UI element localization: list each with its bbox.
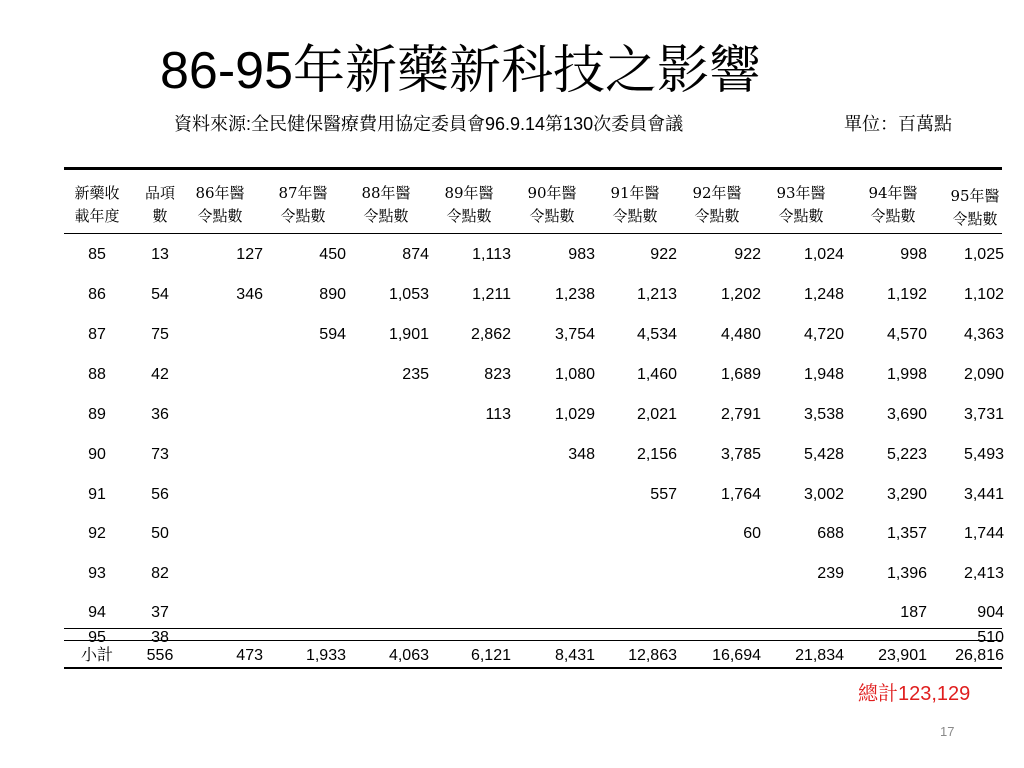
order-points-cell: 4,363 (963, 326, 1004, 343)
order-points-cell: 874 (402, 246, 429, 263)
order-points-cell: 557 (650, 486, 677, 503)
order-points-cell: 1,102 (963, 286, 1004, 303)
item-count-cell: 82 (151, 565, 169, 582)
table-top-rule (64, 167, 1002, 170)
order-points-cell: 2,090 (963, 366, 1004, 383)
order-points-cell: 3,290 (886, 486, 927, 503)
item-count-cell: 37 (151, 604, 169, 621)
order-points-cell: 3,002 (803, 486, 844, 503)
order-points-cell: 594 (319, 326, 346, 343)
order-points-cell: 12,863 (628, 647, 677, 664)
order-points-cell: 1,053 (388, 286, 429, 303)
order-points-cell: 1,248 (803, 286, 844, 303)
order-points-cell: 688 (817, 525, 844, 542)
order-points-cell: 3,690 (886, 406, 927, 423)
order-points-cell: 16,694 (712, 647, 761, 664)
order-points-cell: 1,933 (305, 647, 346, 664)
order-points-cell: 4,063 (388, 647, 429, 664)
order-points-cell: 1,024 (803, 246, 844, 263)
item-count-cell: 36 (151, 406, 169, 423)
item-count-cell: 13 (151, 246, 169, 263)
slide-title: 86-95年新藥新科技之影響 (160, 42, 761, 100)
data-source-note: 資料來源:全民健保醫療費用協定委員會96.9.14第130次委員會議 (174, 114, 684, 134)
table-bottom-rule (64, 667, 1002, 669)
order-points-cell: 998 (900, 246, 927, 263)
table-row-rule (64, 628, 1002, 629)
column-header: 87年醫 令點數 (278, 184, 328, 225)
order-points-cell: 23,901 (878, 647, 927, 664)
year-cell: 87 (88, 326, 106, 343)
order-points-cell: 4,534 (636, 326, 677, 343)
order-points-cell: 2,413 (963, 565, 1004, 582)
year-cell: 88 (88, 366, 106, 383)
order-points-cell: 1,213 (636, 286, 677, 303)
column-header: 92年醫 令點數 (692, 184, 742, 225)
order-points-cell: 1,025 (963, 246, 1004, 263)
column-header: 89年醫 令點數 (444, 184, 494, 225)
order-points-cell: 235 (402, 366, 429, 383)
order-points-cell: 450 (319, 246, 346, 263)
order-points-cell: 5,223 (886, 446, 927, 463)
item-count-cell: 54 (151, 286, 169, 303)
order-points-cell: 1,901 (388, 326, 429, 343)
order-points-cell: 1,238 (554, 286, 595, 303)
order-points-cell: 5,493 (963, 446, 1004, 463)
year-cell: 94 (88, 604, 106, 621)
order-points-cell: 113 (485, 406, 511, 423)
order-points-cell: 21,834 (795, 647, 844, 664)
item-count-cell: 42 (151, 366, 169, 383)
year-cell: 85 (88, 246, 106, 263)
column-header: 86年醫 令點數 (195, 184, 245, 225)
year-cell: 89 (88, 406, 106, 423)
year-cell: 95 (88, 629, 106, 646)
order-points-cell: 8,431 (554, 647, 595, 664)
order-points-cell: 1,744 (963, 525, 1004, 542)
order-points-cell: 187 (900, 604, 927, 621)
order-points-cell: 3,441 (963, 486, 1004, 503)
order-points-cell: 5,428 (803, 446, 844, 463)
order-points-cell: 1,211 (472, 286, 511, 303)
order-points-cell: 346 (236, 286, 263, 303)
item-count-cell: 38 (151, 629, 169, 646)
order-points-cell: 1,202 (720, 286, 761, 303)
order-points-cell: 983 (568, 246, 595, 263)
item-count-cell: 556 (146, 647, 174, 664)
year-cell: 91 (88, 486, 106, 503)
column-header: 88年醫 令點數 (361, 184, 411, 225)
column-header: 品項 數 (144, 184, 175, 225)
page-number: 17 (940, 724, 955, 739)
order-points-cell: 4,720 (803, 326, 844, 343)
order-points-cell: 1,396 (886, 565, 927, 582)
order-points-cell: 239 (817, 565, 844, 582)
year-cell: 93 (88, 565, 106, 582)
order-points-cell: 26,816 (955, 647, 1004, 664)
order-points-cell: 823 (484, 366, 511, 383)
order-points-cell: 1,192 (886, 286, 927, 303)
item-count-cell: 50 (151, 525, 169, 542)
order-points-cell: 922 (650, 246, 677, 263)
order-points-cell: 1,029 (554, 406, 595, 423)
order-points-cell: 348 (568, 446, 595, 463)
order-points-cell: 922 (734, 246, 761, 263)
order-points-cell: 1,357 (886, 525, 927, 542)
order-points-cell: 2,791 (720, 406, 761, 423)
unit-note: 單位：百萬點 (844, 114, 952, 134)
order-points-cell: 2,862 (470, 326, 511, 343)
year-cell: 86 (88, 286, 106, 303)
item-count-cell: 56 (151, 486, 169, 503)
column-header: 95年醫 令點數 (950, 187, 1000, 228)
column-header: 94年醫 令點數 (868, 184, 918, 225)
year-cell: 92 (88, 525, 106, 542)
order-points-cell: 2,021 (636, 406, 677, 423)
order-points-cell: 127 (236, 246, 263, 263)
order-points-cell: 3,538 (803, 406, 844, 423)
order-points-cell: 890 (319, 286, 346, 303)
order-points-cell: 1,998 (886, 366, 927, 383)
order-points-cell: 1,764 (720, 486, 761, 503)
table-subtotal-rule (64, 640, 1002, 641)
order-points-cell: 510 (977, 629, 1004, 646)
order-points-cell: 1,689 (720, 366, 761, 383)
order-points-cell: 904 (977, 604, 1004, 621)
column-header: 93年醫 令點數 (776, 184, 826, 225)
order-points-cell: 1,948 (803, 366, 844, 383)
year-cell: 90 (88, 446, 106, 463)
order-points-cell: 60 (743, 525, 761, 542)
order-points-cell: 4,480 (720, 326, 761, 343)
column-header: 新藥收 載年度 (74, 184, 120, 225)
order-points-cell: 1,113 (472, 246, 511, 263)
order-points-cell: 3,731 (963, 406, 1004, 423)
order-points-cell: 1,460 (636, 366, 677, 383)
order-points-cell: 473 (236, 647, 263, 664)
item-count-cell: 75 (151, 326, 169, 343)
order-points-cell: 6,121 (470, 647, 511, 664)
order-points-cell: 4,570 (886, 326, 927, 343)
grand-total: 總計123,129 (858, 683, 971, 705)
column-header: 90年醫 令點數 (527, 184, 577, 225)
order-points-cell: 3,754 (554, 326, 595, 343)
order-points-cell: 3,785 (720, 446, 761, 463)
column-header: 91年醫 令點數 (610, 184, 660, 225)
order-points-cell: 2,156 (636, 446, 677, 463)
table-header-rule (64, 233, 1002, 234)
order-points-cell: 1,080 (554, 366, 595, 383)
subtotal-label: 小計 (80, 647, 113, 664)
item-count-cell: 73 (151, 446, 169, 463)
